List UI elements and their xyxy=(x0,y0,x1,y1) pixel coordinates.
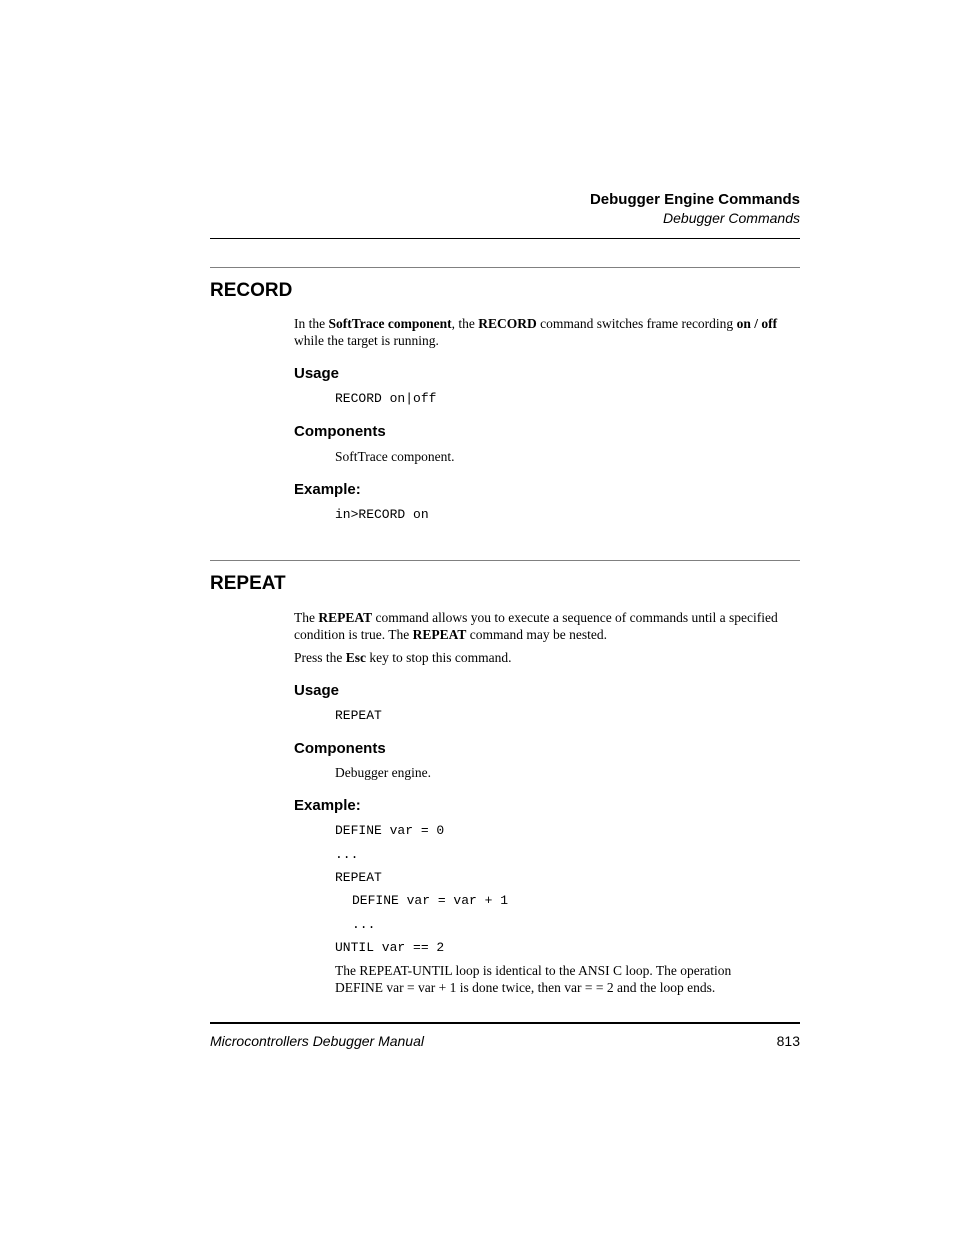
code-line: UNTIL var == 2 xyxy=(335,940,445,955)
section-divider-repeat xyxy=(210,560,800,561)
code-line: DEFINE var = var + 1 xyxy=(352,893,509,908)
code-line: DEFINE var = 0 xyxy=(335,823,445,838)
page-number: 813 xyxy=(776,1033,800,1049)
code-line: ... xyxy=(352,917,376,932)
code-line: REPEAT xyxy=(335,870,382,885)
repeat-explanation-line1: The REPEAT-UNTIL loop is identical to the ANSI C loop. The operation xyxy=(335,963,732,978)
repeat-esc-note: Press the Esc key to stop this command. xyxy=(294,650,512,665)
repeat-usage-heading: Usage xyxy=(294,682,340,699)
record-example-code: in>RECORD on xyxy=(335,507,429,522)
code-line: ... xyxy=(335,847,359,862)
repeat-explanation-line2: DEFINE var = var + 1 is done twice, then var = = 2 and the loop ends. xyxy=(335,980,716,995)
repeat-intro: The REPEAT command allows you to execute a sequence of commands until a specified condition is true. The REPEAT command may be nested. xyxy=(294,610,778,642)
repeat-components-text: Debugger engine. xyxy=(335,765,431,780)
footer-rule xyxy=(210,1022,800,1024)
repeat-components-heading: Components xyxy=(294,740,386,757)
record-components-heading: Components xyxy=(294,423,386,440)
footer-manual-title: Microcontrollers Debugger Manual xyxy=(210,1033,424,1049)
repeat-usage-code: REPEAT xyxy=(335,708,382,723)
repeat-example-heading: Example: xyxy=(294,797,361,814)
section-title-repeat: REPEAT xyxy=(210,573,286,594)
record-example-heading: Example: xyxy=(294,481,361,498)
running-header-subtitle: Debugger Commands xyxy=(663,210,800,226)
section-divider-record xyxy=(210,267,800,268)
record-intro: In the SoftTrace component, the RECORD command switches frame recording on / off while the target is running. xyxy=(294,316,778,348)
record-components-text: SoftTrace component. xyxy=(335,449,455,464)
record-usage-heading: Usage xyxy=(294,365,340,382)
section-title-record: RECORD xyxy=(210,280,293,301)
running-header-title: Debugger Engine Commands xyxy=(589,191,800,208)
record-usage-code: RECORD on|off xyxy=(335,391,437,406)
header-rule xyxy=(210,238,800,239)
